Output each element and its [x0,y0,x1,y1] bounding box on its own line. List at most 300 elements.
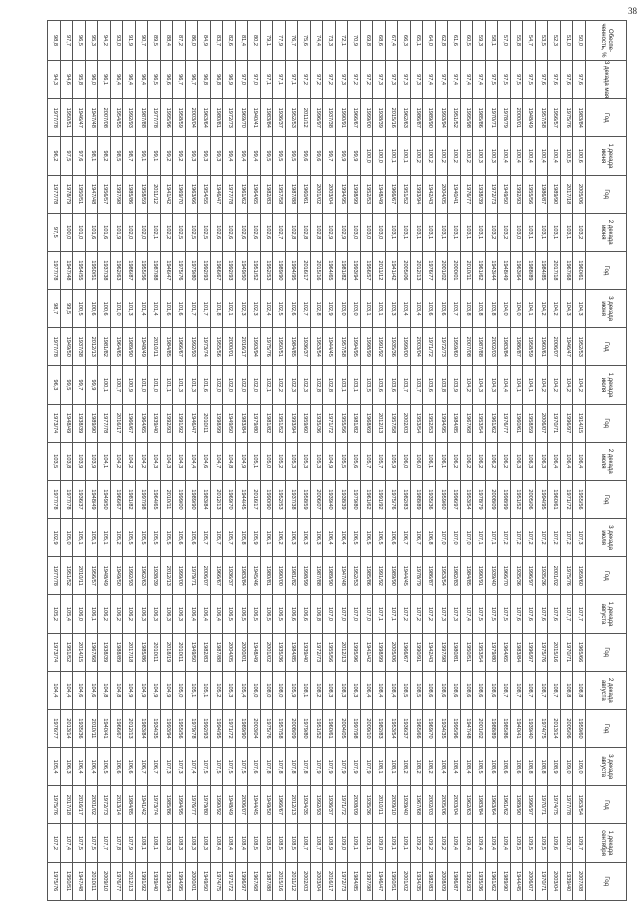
table-cell: 104,9 [136,671,149,709]
table-cell: 1949/50 [186,633,199,671]
table-cell: 2008/09 [348,786,361,824]
table-row [311,21,324,901]
table-cell: 1948/49 [98,557,111,595]
table-cell: 103,0 [348,213,361,251]
table-cell: 98,5 [111,137,124,175]
table-cell: 105,3 [311,442,324,480]
table-cell: 97,3 [386,61,399,99]
table-cell: 1940/41 [98,709,111,747]
table-row [386,21,399,901]
table-cell: 1942/43 [423,633,436,671]
table-cell: 106,5 [348,519,361,557]
table-cell: 97,5 [61,137,74,175]
table-cell: 1989/90 [236,709,249,747]
table-cell: 1947/48 [461,709,474,747]
table-cell: 89,5 [148,21,161,61]
table-cell: 103,6 [386,366,399,404]
table-cell: 106,6 [386,519,399,557]
table-cell: 2005/06 [573,175,586,213]
table-cell: 1964/65 [248,175,261,213]
table-cell: 105,4 [48,748,61,786]
table-cell: 1961/62 [486,862,499,900]
table-cell: 1982/83 [198,633,211,671]
table-cell: 2006/07 [548,328,561,366]
table-cell: 106,2 [486,442,499,480]
table-cell: 2004/05 [336,709,349,747]
table-cell: 1977/78 [98,404,111,442]
table-cell: 1946/47 [373,862,386,900]
table-cell: 1936/37 [223,557,236,595]
table-cell: 1951/52 [61,557,74,595]
table-cell: 1964/65 [148,480,161,518]
table-cell: 1990/92 [211,786,224,824]
table-cell: 2008/09 [436,862,449,900]
table-cell: 105,2 [211,671,224,709]
table-cell: 107,3 [448,595,461,633]
table-cell: 104,3 [148,442,161,480]
table-cell: 98,8 [48,21,61,61]
table-cell: 107,5 [211,748,224,786]
table-cell: 104,4 [186,442,199,480]
table-cell: 83,7 [211,21,224,61]
table-cell: 80,2 [248,21,261,61]
table-cell: 104,6 [73,671,86,709]
table-cell: 1970/71 [561,633,574,671]
table-cell: 107,4 [461,595,474,633]
table-cell: 103,6 [423,290,436,328]
table-cell: 107,5 [73,824,86,862]
table-cell: 103,1 [448,213,461,251]
table-cell: 102,3 [236,290,249,328]
table-cell: 108,3 [186,824,199,862]
table-cell: 86,0 [186,21,199,61]
table-cell: 99,5 [261,137,274,175]
table-cell: 1983/84 [261,99,274,137]
table-header-row [586,21,627,901]
table-cell: 1914/15 [573,404,586,442]
table-cell: 1988/89 [411,480,424,518]
table-cell: 105,4 [236,671,249,709]
column-header: Год [586,709,627,747]
column-header: 3 декада августа [586,748,627,786]
table-cell: 105,9 [386,442,399,480]
table-cell: 103,1 [398,213,411,251]
table-cell: 1961/62 [498,786,511,824]
table-cell: 102,8 [298,213,311,251]
table-cell: 1973/74 [48,404,61,442]
table-cell: 1949/50 [498,175,511,213]
table-cell: 99,2 [173,137,186,175]
table-cell: 1947/48 [73,862,86,900]
table-cell: 107,9 [311,748,324,786]
table-cell: 1966/67 [211,557,224,595]
table-cell: 100,6 [86,290,99,328]
table-cell: 1959/60 [573,709,586,747]
table-cell: 104,1 [523,366,536,404]
table-cell: 108,7 [523,671,536,709]
table-cell: 1939/40 [148,862,161,900]
table-cell: 103,1 [436,213,449,251]
table-cell: 107,0 [461,519,474,557]
table-cell: 2001/02 [261,633,274,671]
table-cell: 105,9 [248,519,261,557]
table-cell: 97,3 [411,61,424,99]
table-cell: 1955/56 [323,633,336,671]
table-cell: 2006/07 [523,862,536,900]
table-cell: 66,3 [398,21,411,61]
table-cell: 1934/35 [298,786,311,824]
table-cell: 1963/64 [198,99,211,137]
table-cell: 107,9 [361,748,374,786]
table-cell: 99,4 [223,137,236,175]
table-cell: 1953/54 [473,404,486,442]
table-cell: 106,7 [398,519,411,557]
table-cell: 1981/82 [123,480,136,518]
table-cell: 1985/86 [361,557,374,595]
table-cell: 2010/11 [173,633,186,671]
table-cell: 106,2 [123,595,136,633]
table-cell: 1994/95 [536,480,549,518]
table-cell: 107,5 [198,748,211,786]
table-cell: 104,4 [61,671,74,709]
table-cell: 102,9 [336,213,349,251]
table-cell: 1955/56 [136,251,149,289]
table-cell: 107,2 [548,519,561,557]
table-cell: 103,5 [361,366,374,404]
table-cell: 1998/99 [348,175,361,213]
table-cell: 102,0 [236,366,249,404]
table-cell: 107,2 [398,595,411,633]
table-row [423,21,436,901]
table-cell: 1976/77 [423,251,436,289]
table-cell: 1975/76 [48,862,61,900]
table-cell: 108,4 [223,824,236,862]
column-header: Год [586,251,627,289]
table-cell: 1982/83 [448,557,461,595]
table-row [186,21,199,901]
table-cell: 106,0 [248,671,261,709]
table-cell: 103,6 [436,290,449,328]
table-cell: 108,3 [173,824,186,862]
table-cell: 102,6 [223,213,236,251]
table-cell: 1979/80 [486,633,499,671]
table-cell: 2010/11 [86,862,99,900]
table-cell: 100,4 [498,137,511,175]
table-cell: 94,3 [48,61,61,99]
table-cell: 104,3 [161,442,174,480]
table-row [223,21,236,901]
table-cell: 1949/50 [261,786,274,824]
table-cell: 103,8 [473,290,486,328]
table-cell: 103,7 [411,366,424,404]
table-cell: 1996/97 [311,99,324,137]
table-cell: 1993/94 [411,175,424,213]
table-cell: 2003/04 [411,328,424,366]
table-cell: 1966/67 [273,786,286,824]
table-cell: 100,0 [373,137,386,175]
table-cell: 100,4 [548,137,561,175]
table-cell: 68,6 [373,21,386,61]
table-cell: 104,8 [111,671,124,709]
table-cell: 103,6 [423,366,436,404]
table-cell: 106,4 [548,442,561,480]
table-cell: 1946/47 [561,328,574,366]
table-cell: 97,5 [511,61,524,99]
table-cell: 1989/90 [423,99,436,137]
table-cell: 1996/97 [523,557,536,595]
table-cell: 100,2 [461,137,474,175]
table-cell: 1968/69 [361,404,374,442]
table-cell: 101,7 [198,290,211,328]
table-cell: 107,2 [536,519,549,557]
table-cell: 1984/85 [348,862,361,900]
table-cell: 108,6 [498,748,511,786]
table-cell: 57,0 [498,21,511,61]
table-cell: 106,8 [423,519,436,557]
table-cell: 103,1 [548,213,561,251]
table-cell: 103,5 [48,442,61,480]
table-cell: 1994/95 [173,862,186,900]
table-cell: 2012/13 [411,251,424,289]
table-cell: 101,7 [186,290,199,328]
table-cell: 2002/03 [298,862,311,900]
table-cell: 103,8 [61,442,74,480]
table-cell: 105,2 [48,595,61,633]
table-cell: 103,1 [523,213,536,251]
table-cell: 1957/58 [273,175,286,213]
table-cell: 1988/89 [486,709,499,747]
table-cell: 106,3 [536,442,549,480]
table-cell: 1977/78 [61,480,74,518]
table-cell: 102,9 [323,213,336,251]
table-cell: 109,5 [523,824,536,862]
table-cell: 1951/52 [248,251,261,289]
table-cell: 73,3 [323,21,336,61]
table-cell: 1953/54 [311,328,324,366]
table-cell: 106,3 [511,442,524,480]
table-cell: 99,2 [161,137,174,175]
table-cell: 61,6 [448,21,461,61]
table-cell: 102,2 [161,213,174,251]
table-cell: 1965/66 [411,709,424,747]
table-cell: 1959/60 [573,557,586,595]
table-cell: 1983/84 [236,557,249,595]
table-cell: 103,8 [461,290,474,328]
table-cell: 96,0 [86,61,99,99]
table-cell: 107,3 [161,748,174,786]
table-cell: 102,8 [311,290,324,328]
table-cell: 106,2 [461,442,474,480]
column-header: Год [586,786,627,824]
table-cell: 104,2 [136,442,149,480]
table-cell: 103,1 [423,213,436,251]
table-cell: 101,3 [186,366,199,404]
table-row [273,21,286,901]
table-cell: 1984/85 [461,557,474,595]
table-cell: 97,1 [261,61,274,99]
table-cell: 103,0 [361,213,374,251]
table-cell: 1993/94 [161,709,174,747]
table-cell: 1984/85 [286,633,299,671]
table-cell: 100,0 [61,213,74,251]
table-cell: 105,1 [73,519,86,557]
table-cell: 1998/99 [361,328,374,366]
table-cell: 103,6 [373,366,386,404]
table-cell: 1972/73 [311,633,324,671]
table-cell: 2001/02 [473,709,486,747]
table-cell: 106,0 [411,442,424,480]
table-cell: 108,6 [461,671,474,709]
table-cell: 1972/73 [336,862,349,900]
table-cell: 1991/92 [373,328,386,366]
table-cell: 108,1 [298,671,311,709]
table-cell: 2007/08 [461,328,474,366]
table-cell: 67,4 [386,21,399,61]
table-cell: 1935/36 [386,328,399,366]
table-cell: 99,1 [148,137,161,175]
table-cell: 2005/06 [398,251,411,289]
table-cell: 105,2 [111,519,124,557]
table-cell: 98,1 [86,137,99,175]
table-cell: 106,7 [411,519,424,557]
table-cell: 108,6 [486,671,499,709]
table-cell: 107,0 [361,595,374,633]
table-cell: 1970/71 [536,786,549,824]
table-cell: 109,5 [511,824,524,862]
table-cell: 1977/78 [561,786,574,824]
table-cell: 1983/84 [136,709,149,747]
table-cell: 70,9 [348,21,361,61]
table-cell: 1956/57 [98,175,111,213]
table-cell: 108,7 [536,671,549,709]
table-cell: 2013/14 [111,786,124,824]
table-cell: 1941/42 [136,786,149,824]
table-cell: 100,2 [448,137,461,175]
data-table [48,20,628,901]
table-row [261,21,274,901]
table-cell: 1956/57 [548,99,561,137]
table-cell: 2000/01 [511,99,524,137]
table-cell: 1967/68 [248,862,261,900]
table-cell: 1997/98 [361,862,374,900]
table-cell: 104,3 [573,290,586,328]
table-cell: 102,3 [248,290,261,328]
table-row [486,21,499,901]
table-cell: 1951/52 [61,633,74,671]
table-cell: 1959/60 [298,404,311,442]
table-cell: 1941/42 [161,175,174,213]
table-cell: 103,1 [348,366,361,404]
table-cell: 1974/75 [536,709,549,747]
table-row [98,21,111,901]
table-cell: 2010/11 [86,709,99,747]
table-cell: 108,4 [211,824,224,862]
table-cell: 106,4 [86,748,99,786]
table-cell: 103,1 [536,213,549,251]
table-cell: 102,6 [236,213,249,251]
table-cell: 1962/63 [398,99,411,137]
table-cell: 104,2 [561,366,574,404]
table-cell: 106,3 [348,671,361,709]
table-cell: 2011/12 [373,251,386,289]
table-cell: 102,8 [311,366,324,404]
table-cell: 101,3 [173,366,186,404]
table-cell: 1989/90 [548,175,561,213]
column-header: 1 декада августа [586,595,627,633]
table-cell: 108,6 [473,671,486,709]
table-cell: 108,7 [548,671,561,709]
table-cell: 1983/84 [236,404,249,442]
table-cell: 106,2 [273,519,286,557]
table-cell: 100,9 [123,366,136,404]
table-cell: 100,5 [73,290,86,328]
table-cell: 1940/41 [248,99,261,137]
table-cell: 1997/98 [111,175,124,213]
table-cell: 106,3 [161,595,174,633]
table-cell: 106,7 [148,748,161,786]
table-row [198,21,211,901]
table-row [523,21,536,901]
table-cell: 1934/35 [436,709,449,747]
table-cell: 2016/17 [323,862,336,900]
table-cell: 109,0 [336,824,349,862]
table-cell: 1941/42 [361,633,374,671]
table-cell: 1966/67 [123,404,136,442]
table-cell: 1978/79 [473,480,486,518]
table-cell: 1997/98 [348,709,361,747]
table-cell: 1984/85 [161,328,174,366]
table-cell: 91,9 [123,21,136,61]
table-cell: 99,5 [61,366,74,404]
table-cell: 1979/80 [198,786,211,824]
table-cell: 108,6 [486,748,499,786]
table-cell: 1960/61 [511,404,524,442]
table-cell: 100,4 [536,137,549,175]
table-row [86,21,99,901]
table-cell: 1998/99 [498,480,511,518]
table-cell: 2016/17 [73,786,86,824]
table-cell: 106,7 [136,748,149,786]
table-cell: 1966/67 [398,633,411,671]
table-cell: 1975/76 [561,99,574,137]
table-cell: 1983/84 [198,480,211,518]
table-cell: 108,0 [261,671,274,709]
table-cell: 1963/64 [486,786,499,824]
table-cell: 1953/54 [386,709,399,747]
table-cell: 109,6 [548,824,561,862]
table-cell: 106,1 [261,519,274,557]
table-cell: 1996/97 [236,862,249,900]
table-row [573,21,586,901]
table-cell: 103,0 [373,213,386,251]
table-cell: 108,3 [323,671,336,709]
table-cell: 96,8 [198,61,211,99]
table-cell: 1978/79 [411,557,424,595]
table-cell: 97,5 [523,61,536,99]
column-header: 1 декада июля [586,366,627,404]
table-cell: 97,0 [248,61,261,99]
table-cell: 99,7 [73,366,86,404]
table-row [211,21,224,901]
table-cell: 105,8 [236,519,249,557]
table-cell: 101,0 [136,366,149,404]
table-cell: 105,1 [86,519,99,557]
table-cell: 1990/91 [473,557,486,595]
table-cell: 1996/97 [448,480,461,518]
table-cell: 106,4 [573,442,586,480]
table-cell: 77,9 [273,21,286,61]
table-cell: 1977/78 [48,99,61,137]
